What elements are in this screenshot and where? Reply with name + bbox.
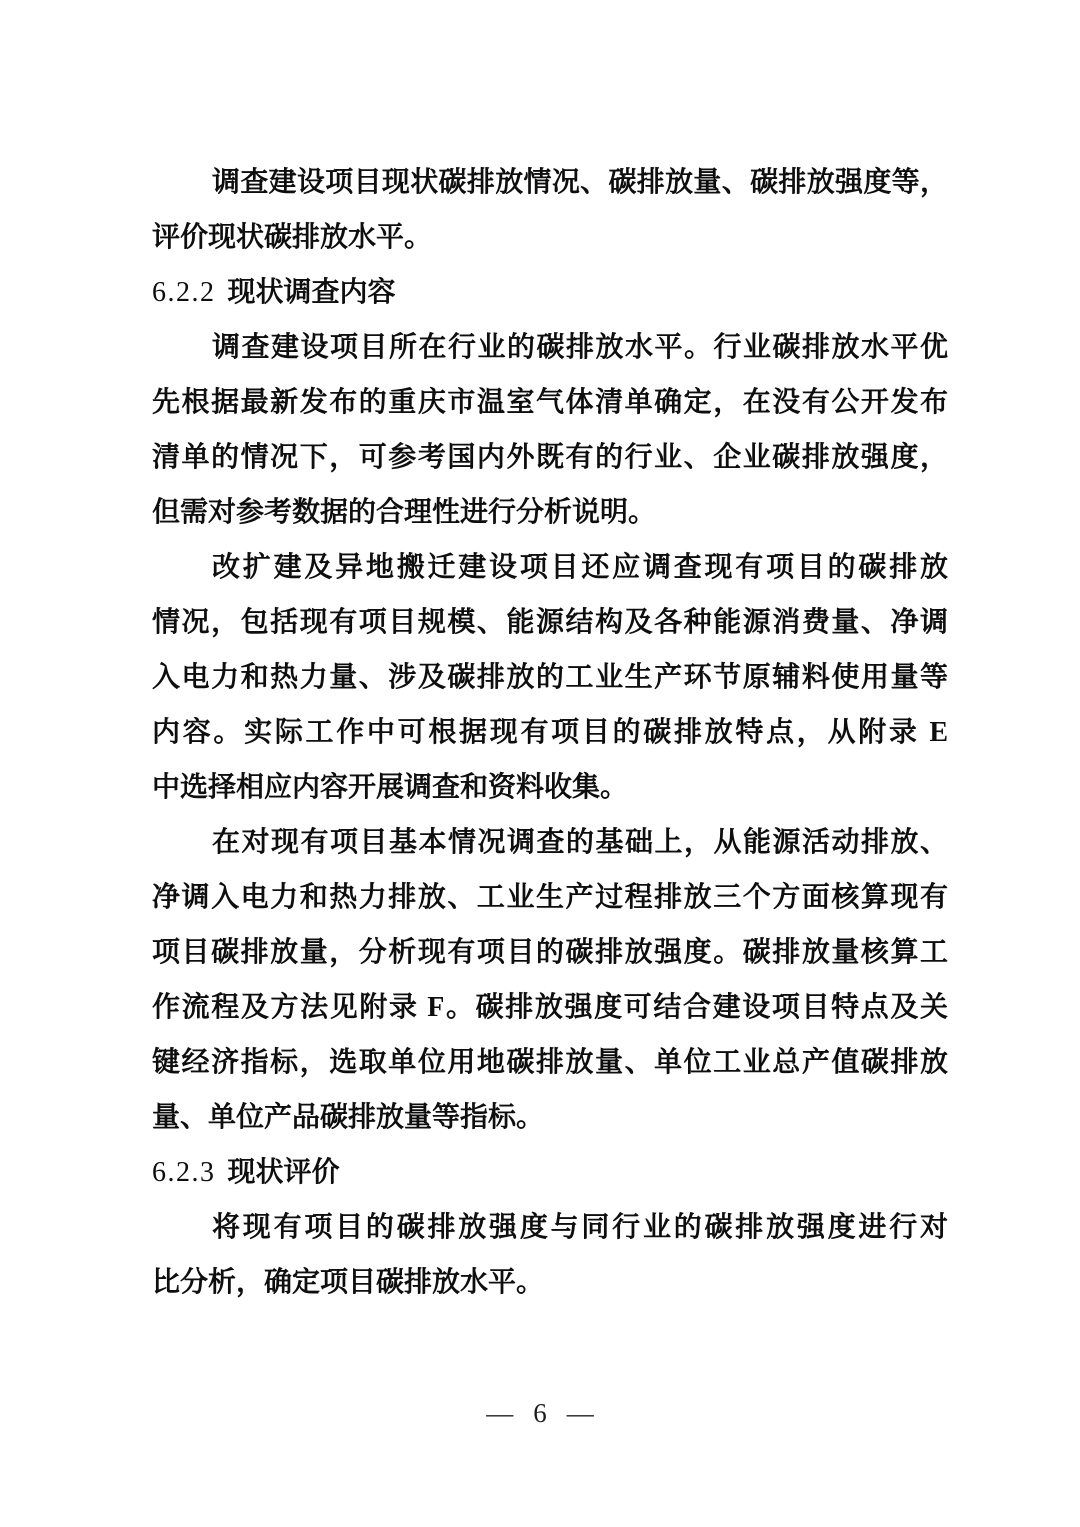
document-body: [152, 155, 948, 1310]
text-line: 但需对参考数据的合理性进行分析说明。: [152, 497, 657, 528]
paragraph: [152, 815, 948, 1145]
section-heading-6-2-3: [152, 1145, 948, 1200]
page-number: 6: [533, 1398, 547, 1428]
text-line: 调查建设项目所在行业的碳排放水平。行业碳排放水平优: [212, 332, 948, 363]
text-line: 调查建设项目现状碳排放情况、碳排放量、碳排放强度等，: [212, 167, 948, 198]
text-line: 清单的情况下，可参考国内外既有的行业、企业碳排放强度，: [152, 442, 948, 473]
text-line: 先根据最新发布的重庆市温室气体清单确定，在没有公开发布: [152, 387, 948, 418]
text-line: 项目碳排放量，分析现有项目的碳排放强度。碳排放量核算工: [152, 937, 948, 968]
paragraph: [152, 540, 948, 815]
heading-number: 6.2.3: [152, 1157, 216, 1188]
paragraph: [152, 155, 948, 265]
paragraph: [152, 320, 948, 540]
text-line: 评价现状碳排放水平。: [152, 222, 433, 253]
text-line: 中选择相应内容开展调查和资料收集。: [152, 772, 629, 803]
text-line: 键经济指标，选取单位用地碳排放量、单位工业总产值碳排放: [152, 1047, 948, 1078]
paragraph: [152, 1200, 948, 1310]
text-line: 入电力和热力量、涉及碳排放的工业生产环节原辅料使用量等: [152, 662, 948, 693]
text-line: 将现有项目的碳排放强度与同行业的碳排放强度进行对: [212, 1212, 948, 1243]
text-line: 内容。实际工作中可根据现有项目的碳排放特点，从附录 E: [152, 717, 948, 748]
heading-title: 现状调查内容: [227, 277, 396, 308]
section-heading-6-2-2: [152, 265, 948, 320]
text-line: 比分析，确定项目碳排放水平。: [152, 1267, 545, 1298]
page-footer: [0, 1398, 1080, 1429]
text-line: 量、单位产品碳排放量等指标。: [152, 1102, 545, 1133]
text-line: 净调入电力和热力排放、工业生产过程排放三个方面核算现有: [152, 882, 948, 913]
footer-dash-left: —: [486, 1398, 514, 1428]
text-line: 改扩建及异地搬迁建设项目还应调查现有项目的碳排放: [212, 552, 948, 583]
text-line: 作流程及方法见附录 F。碳排放强度可结合建设项目特点及关: [152, 992, 948, 1023]
text-line: 情况，包括现有项目规模、能源结构及各种能源消费量、净调: [152, 607, 948, 638]
footer-dash-right: —: [566, 1398, 594, 1428]
text-line: 在对现有项目基本情况调查的基础上，从能源活动排放、: [212, 827, 948, 858]
heading-title: 现状评价: [227, 1157, 340, 1188]
heading-number: 6.2.2: [152, 277, 216, 308]
